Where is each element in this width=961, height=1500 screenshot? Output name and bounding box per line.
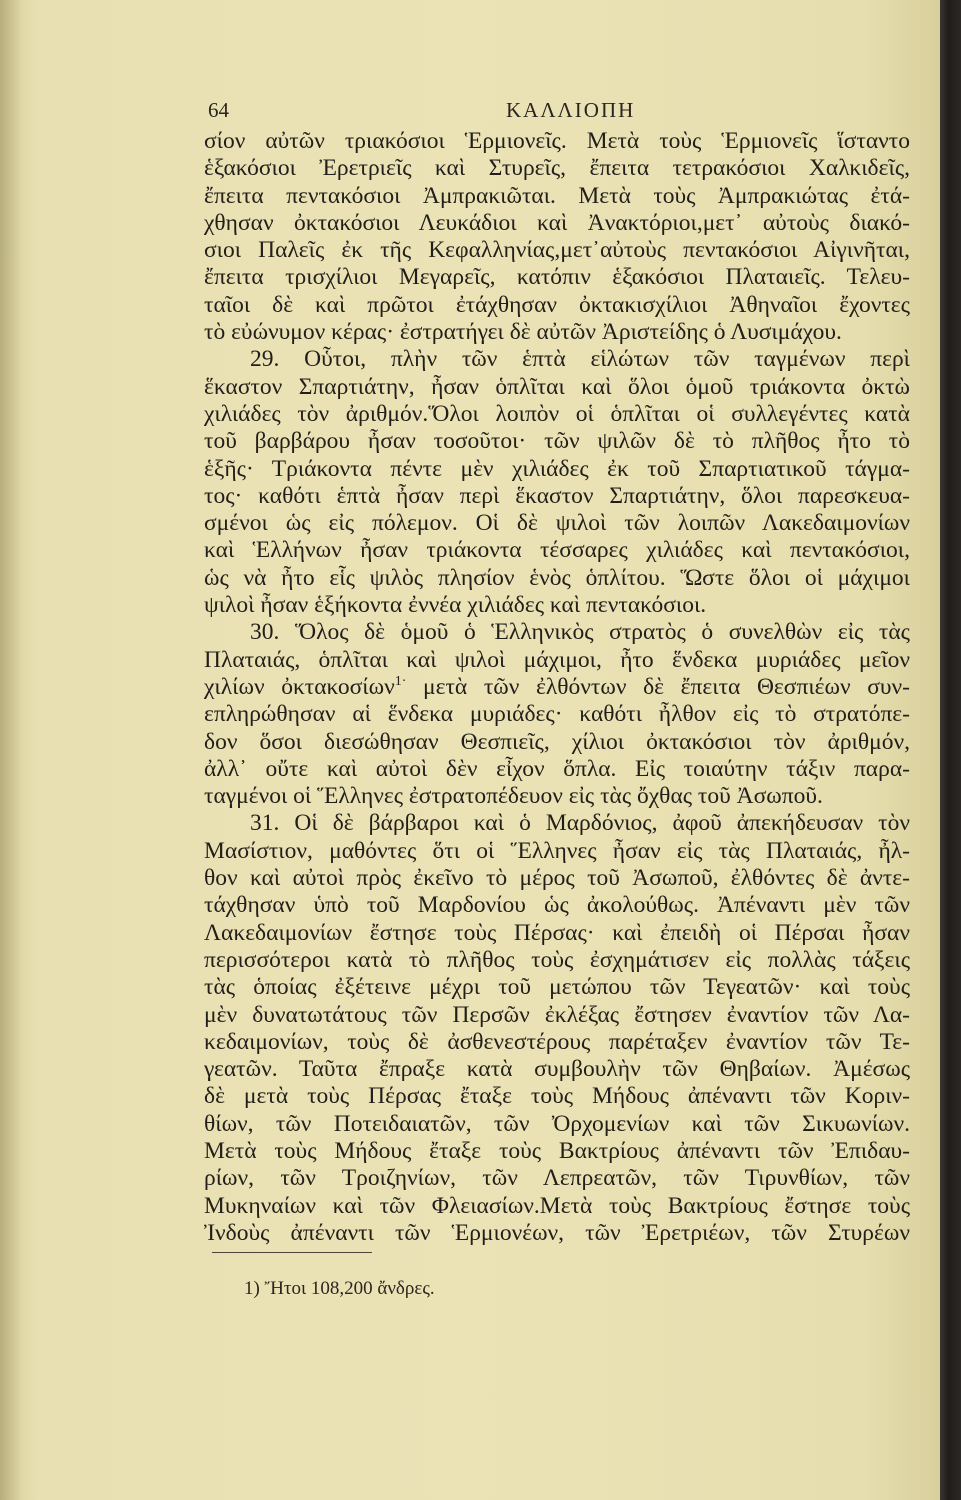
running-head: ΚΑΛΛΙΟΠΗ: [506, 98, 636, 122]
text-segment: χιλίων ὀκτακοσίων: [204, 673, 395, 700]
text-line: χιλιάδες τὸν ἀριθμόν.Ὅλοι λοιπὸν οἱ ὁπλῖται οἱ συλλεγέντες κατὰ: [204, 400, 910, 427]
text-line: ἑξῆς· Τριάκοντα πέντε μὲν χιλιάδες ἐκ τοῦ Σπαρτιατικοῦ τάγμα-: [204, 455, 910, 482]
text-line: ψιλοὶ ἦσαν ἑξήκοντα ἐννέα χιλιάδες καὶ πεντακόσιοι.: [204, 592, 707, 619]
text-line: σμένοι ὡς εἰς πόλεμον. Οἱ δὲ ψιλοὶ τῶν λοιπῶν Λακεδαιμονίων: [204, 510, 910, 537]
text-line: ὡς νὰ ἦτο εἷς ψιλὸς πλησίον ἑνὸς ὁπλίτου. Ὥστε ὅλοι οἱ μάχιμοι: [204, 564, 910, 591]
text-line: ἔπειτα τρισχίλιοι Μεγαρεῖς, κατόπιν ἑξακόσιοι Πλαταιεῖς. Τελευ-: [204, 264, 910, 291]
text-line: θον καὶ αὐτοὶ πρὸς ἐκεῖνο τὸ μέρος τοῦ Ἀσωποῦ, ἐλθόντες δὲ ἀντε-: [204, 865, 910, 892]
footnote-divider: [212, 1252, 372, 1253]
text-line: ἕκαστον Σπαρτιάτην, ἦσαν ὁπλῖται καὶ ὅλοι ὁμοῦ τριάκοντα ὀκτὼ: [204, 373, 910, 400]
text-line: ταγμένοι οἱ Ἕλληνες ἐστρατοπέδευον εἰς τὰς ὄχθας τοῦ Ἀσωποῦ.: [204, 783, 823, 810]
text-line: τάχθησαν ὑπὸ τοῦ Μαρδονίου ὡς ἀκολούθως. Ἀπέναντι μὲν τῶν: [204, 892, 910, 919]
text-line: τοῦ βαρβάρου ἦσαν τοσοῦτοι· τῶν ψιλῶν δὲ τὸ πλῆθος ἦτο τὸ: [204, 428, 910, 455]
text-line: Ἰνδοὺς ἀπέναντι τῶν Ἑρμιονέων, τῶν Ἐρετριέων, τῶν Στυρέων: [204, 1219, 910, 1246]
text-line: μὲν δυνατωτάτους τῶν Περσῶν ἐκλέξας ἔστησεν ἐναντίον τῶν Λα-: [204, 1001, 910, 1028]
text-line: κεδαιμονίων, τοὺς δὲ ἀσθενεστέρους παρέταξεν ἐναντίον τῶν Τε-: [204, 1028, 910, 1055]
paragraph-31-start: 31. Οἱ δὲ βάρβαροι καὶ ὁ Μαρδόνιος, ἀφοῦ ἀπεκήδευσαν τὸν: [250, 810, 910, 837]
text-line: τὸ εὐώνυμον κέρας· ἐστρατήγει δὲ αὐτῶν Ἀριστείδης ὁ Λυσιμάχου.: [204, 319, 842, 346]
text-line: τὰς ὁποίας ἐξέτεινε μέχρι τοῦ μετώπου τῶν Τεγεατῶν· καὶ τοὺς: [204, 974, 910, 1001]
text-line: ταῖοι δὲ καὶ πρῶτοι ἐτάχθησαν ὀκτακισχίλιοι Ἀθηναῖοι ἔχοντες: [204, 291, 910, 318]
text-line: ρίων, τῶν Τροιζηνίων, τῶν Λεπρεατῶν, τῶν Τιρυνθίων, τῶν: [204, 1165, 910, 1192]
text-line: θίων, τῶν Ποτειδαιατῶν, τῶν Ὀρχομενίων καὶ τῶν Σικυωνίων.: [204, 1110, 910, 1137]
text-line: περισσότεροι κατὰ τὸ πλῆθος τοὺς ἐσχημάτισεν εἰς πολλὰς τάξεις: [204, 946, 910, 973]
gutter-shadow: [0, 0, 22, 1500]
text-line: γεατῶν. Ταῦτα ἔπραξε κατὰ συμβουλὴν τῶν Θηβαίων. Ἀμέσως: [204, 1056, 910, 1083]
paragraph-30-start: 30. Ὅλος δὲ ὁμοῦ ὁ Ἑλληνικὸς στρατὸς ὁ συνελθὼν εἰς τὰς: [250, 619, 910, 646]
text-line: Μασίστιον, μαθόντες ὅτι οἱ Ἕλληνες ἦσαν εἰς τὰς Πλαταιάς, ἦλ-: [204, 837, 910, 864]
text-line: ἀλλ᾽ οὔτε καὶ αὐτοὶ δὲν εἶχον ὅπλα. Εἰς τοιαύτην τάξιν παρα-: [204, 755, 910, 782]
text-line: ἔπειτα πεντακόσιοι Ἀμπρακιῶται. Μετὰ τοὺς Ἀμπρακιώτας ἐτά-: [204, 182, 910, 209]
text-line: επληρώθησαν αἱ ἕνδεκα μυριάδες· καθότι ἦλθον εἰς τὸ στρατόπε-: [204, 701, 910, 728]
text-segment: μετὰ τῶν ἐλθόντων δὲ ἔπειτα Θεσπιέων συν-: [423, 673, 910, 700]
text-line: ἑξακόσιοι Ἐρετριεῖς καὶ Στυρεῖς, ἔπειτα τετρακόσιοι Χαλκιδεῖς,: [204, 155, 910, 182]
text-line: σιοι Παλεῖς ἐκ τῆς Κεφαλληνίας,μετ᾽αὐτοὺς πεντακόσιοι Αἰγινῆται,: [204, 237, 910, 264]
text-line: τος· καθότι ἑπτὰ ἦσαν περὶ ἕκαστον Σπαρτιάτην, ὅλοι παρεσκευα-: [204, 482, 910, 509]
text-line: Λακεδαιμονίων ἔστησε τοὺς Πέρσας· καὶ ἐπειδὴ οἱ Πέρσαι ἦσαν: [204, 919, 910, 946]
page-number: 64: [208, 98, 229, 122]
text-line: καὶ Ἑλλήνων ἦσαν τριάκοντα τέσσαρες χιλιάδες καὶ πεντακόσιοι,: [204, 537, 910, 564]
text-line: Μυκηναίων καὶ τῶν Φλειασίων.Μετὰ τοὺς Βακτρίους ἔστησε τοὺς: [204, 1192, 910, 1219]
text-line: Μετὰ τοὺς Μήδους ἔταξε τοὺς Βακτρίους ἀπέναντι τῶν Ἐπιδαυ-: [204, 1137, 910, 1164]
footnote: 1) Ἤτοι 108,200 ἄνδρες.: [244, 1278, 435, 1299]
text-line: χθησαν ὀκτακόσιοι Λευκάδιοι καὶ Ἀνακτόριοι,μετ᾽ αὐτοὺς διακό-: [204, 209, 910, 236]
page-header: [208, 98, 908, 128]
paragraph-29-start: 29. Οὗτοι, πλὴν τῶν ἑπτὰ εἱλώτων τῶν ταγμένων περὶ: [250, 346, 910, 373]
footnote-marker[interactable]: 1·: [394, 674, 407, 690]
text-line-with-footnote: [204, 674, 910, 701]
text-line: σίον αὐτῶν τριακόσιοι Ἑρμιονεῖς. Μετὰ τοὺς Ἑρμιονεῖς ἵσταντο: [204, 128, 910, 154]
text-line: Πλαταιάς, ὁπλῖται καὶ ψιλοὶ μάχιμοι, ἦτο ἕνδεκα μυριάδες μεῖον: [204, 646, 910, 673]
body-text: [204, 128, 910, 1247]
text-line: δον ὅσοι διεσώθησαν Θεσπιεῖς, χίλιοι ὀκτακόσιοι τὸν ἀριθμόν,: [204, 728, 910, 755]
book-binding-edge: [940, 0, 961, 1500]
text-line: δὲ μετὰ τοὺς Πέρσας ἔταξε τοὺς Μήδους ἀπέναντι τῶν Κοριν-: [204, 1083, 910, 1110]
